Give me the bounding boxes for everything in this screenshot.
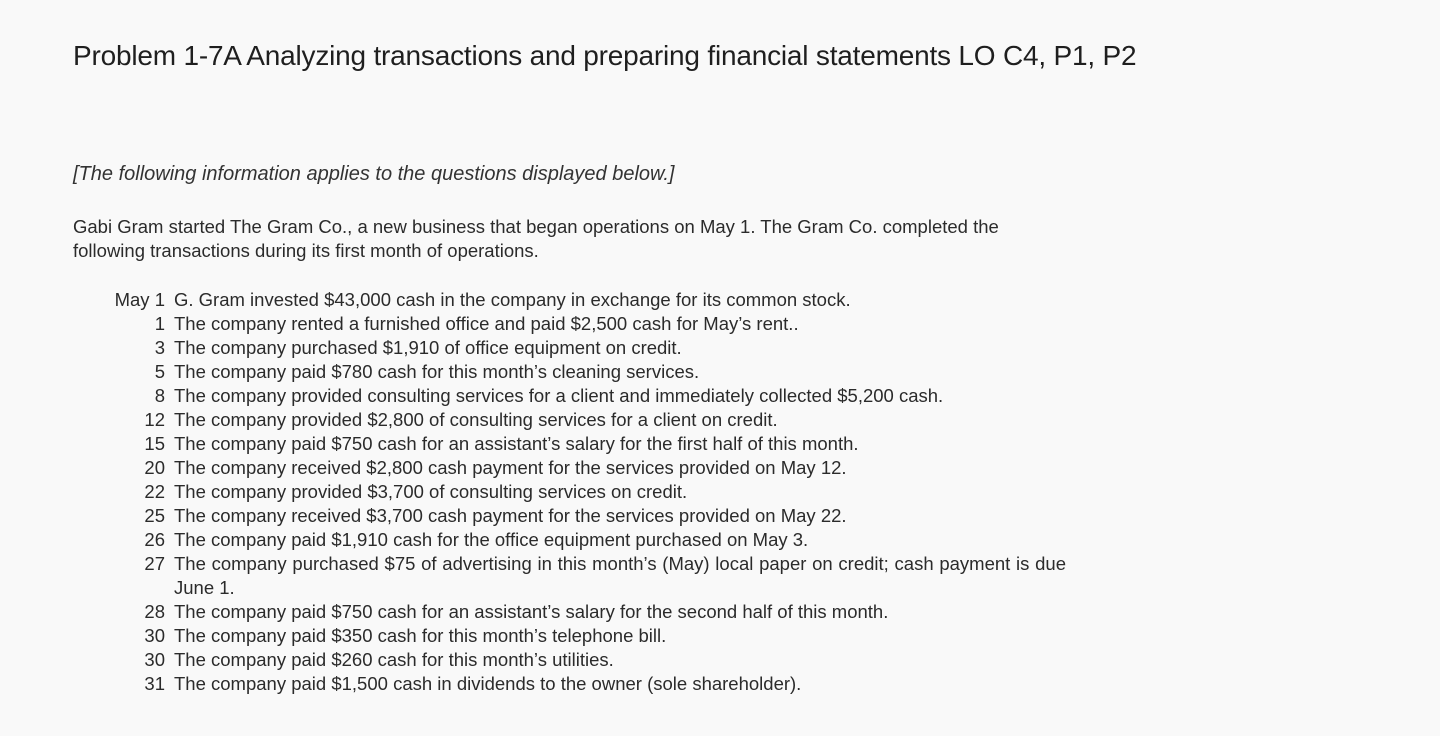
transaction-description: G. Gram invested $43,000 cash in the company in exchange for its common stock. — [174, 289, 851, 310]
transaction-date: 20 — [144, 457, 165, 478]
intro-paragraph: Gabi Gram started The Gram Co., a new business that began operations on May 1. The Gram Co. completed the following transactions during its first month of operations. — [73, 216, 999, 261]
applies-note: [The following information applies to the questions displayed below.] — [73, 163, 675, 185]
transaction-date: May 1 — [114, 289, 165, 310]
transaction-row — [108, 552, 1066, 600]
transaction-description: The company paid $260 cash for this month’s utilities. — [174, 649, 614, 670]
transaction-row — [108, 480, 1066, 504]
transaction-row — [108, 336, 1066, 360]
transaction-description: The company paid $780 cash for this month’s cleaning services. — [174, 361, 700, 382]
transaction-description: The company paid $350 cash for this month’s telephone bill. — [174, 625, 667, 646]
transaction-date: 12 — [144, 409, 165, 430]
transaction-description: The company provided $3,700 of consulting services on credit. — [174, 481, 688, 502]
transaction-row — [108, 384, 1066, 408]
transaction-date: 8 — [154, 385, 165, 406]
transaction-date: 28 — [144, 601, 165, 622]
transaction-description: The company paid $1,910 cash for the office equipment purchased on May 3. — [174, 529, 809, 550]
transaction-date: 27 — [144, 553, 165, 574]
transaction-row — [108, 408, 1066, 432]
transaction-description: The company provided consulting services for a client and immediately collected $5,200 cash. — [174, 385, 944, 406]
transaction-description: The company rented a furnished office and paid $2,500 cash for May’s rent.. — [174, 313, 799, 334]
transaction-row — [108, 456, 1066, 480]
transaction-description: The company purchased $1,910 of office equipment on credit. — [174, 337, 682, 358]
transaction-date: 5 — [154, 361, 165, 382]
transaction-row — [108, 360, 1066, 384]
transaction-row — [108, 504, 1066, 528]
transaction-row — [108, 312, 1066, 336]
transaction-row — [108, 624, 1066, 648]
transaction-row — [108, 672, 1066, 696]
transaction-date: 1 — [154, 313, 165, 334]
transaction-row — [108, 432, 1066, 456]
page-title: Problem 1-7A Analyzing transactions and preparing financial statements LO C4, P1, P2 — [73, 40, 1137, 71]
transaction-date: 22 — [144, 481, 165, 502]
transaction-description: The company paid $750 cash for an assistant’s salary for the first half of this month. — [174, 433, 859, 454]
transaction-row — [108, 528, 1066, 552]
transaction-row — [108, 648, 1066, 672]
transaction-description: The company provided $2,800 of consulting services for a client on credit. — [174, 409, 778, 430]
transaction-date: 3 — [154, 337, 165, 358]
transactions-table — [108, 288, 1066, 696]
transaction-date: 15 — [144, 433, 165, 454]
transaction-date: 30 — [144, 625, 165, 646]
transaction-description: The company paid $1,500 cash in dividends to the owner (sole shareholder). — [174, 673, 802, 694]
transaction-description: The company received $3,700 cash payment for the services provided on May 22. — [174, 505, 847, 526]
transaction-description: The company received $2,800 cash payment for the services provided on May 12. — [174, 457, 847, 478]
transaction-date: 26 — [144, 529, 165, 550]
transaction-description: The company paid $750 cash for an assistant’s salary for the second half of this month. — [174, 601, 889, 622]
transaction-date: 25 — [144, 505, 165, 526]
transaction-date: 30 — [144, 649, 165, 670]
transaction-description: The company purchased $75 of advertising in this month’s (May) local paper on credit; cash payment is due June 1. — [174, 553, 1066, 598]
transaction-row — [108, 600, 1066, 624]
transaction-date: 31 — [144, 673, 165, 694]
transaction-row — [108, 288, 1066, 312]
